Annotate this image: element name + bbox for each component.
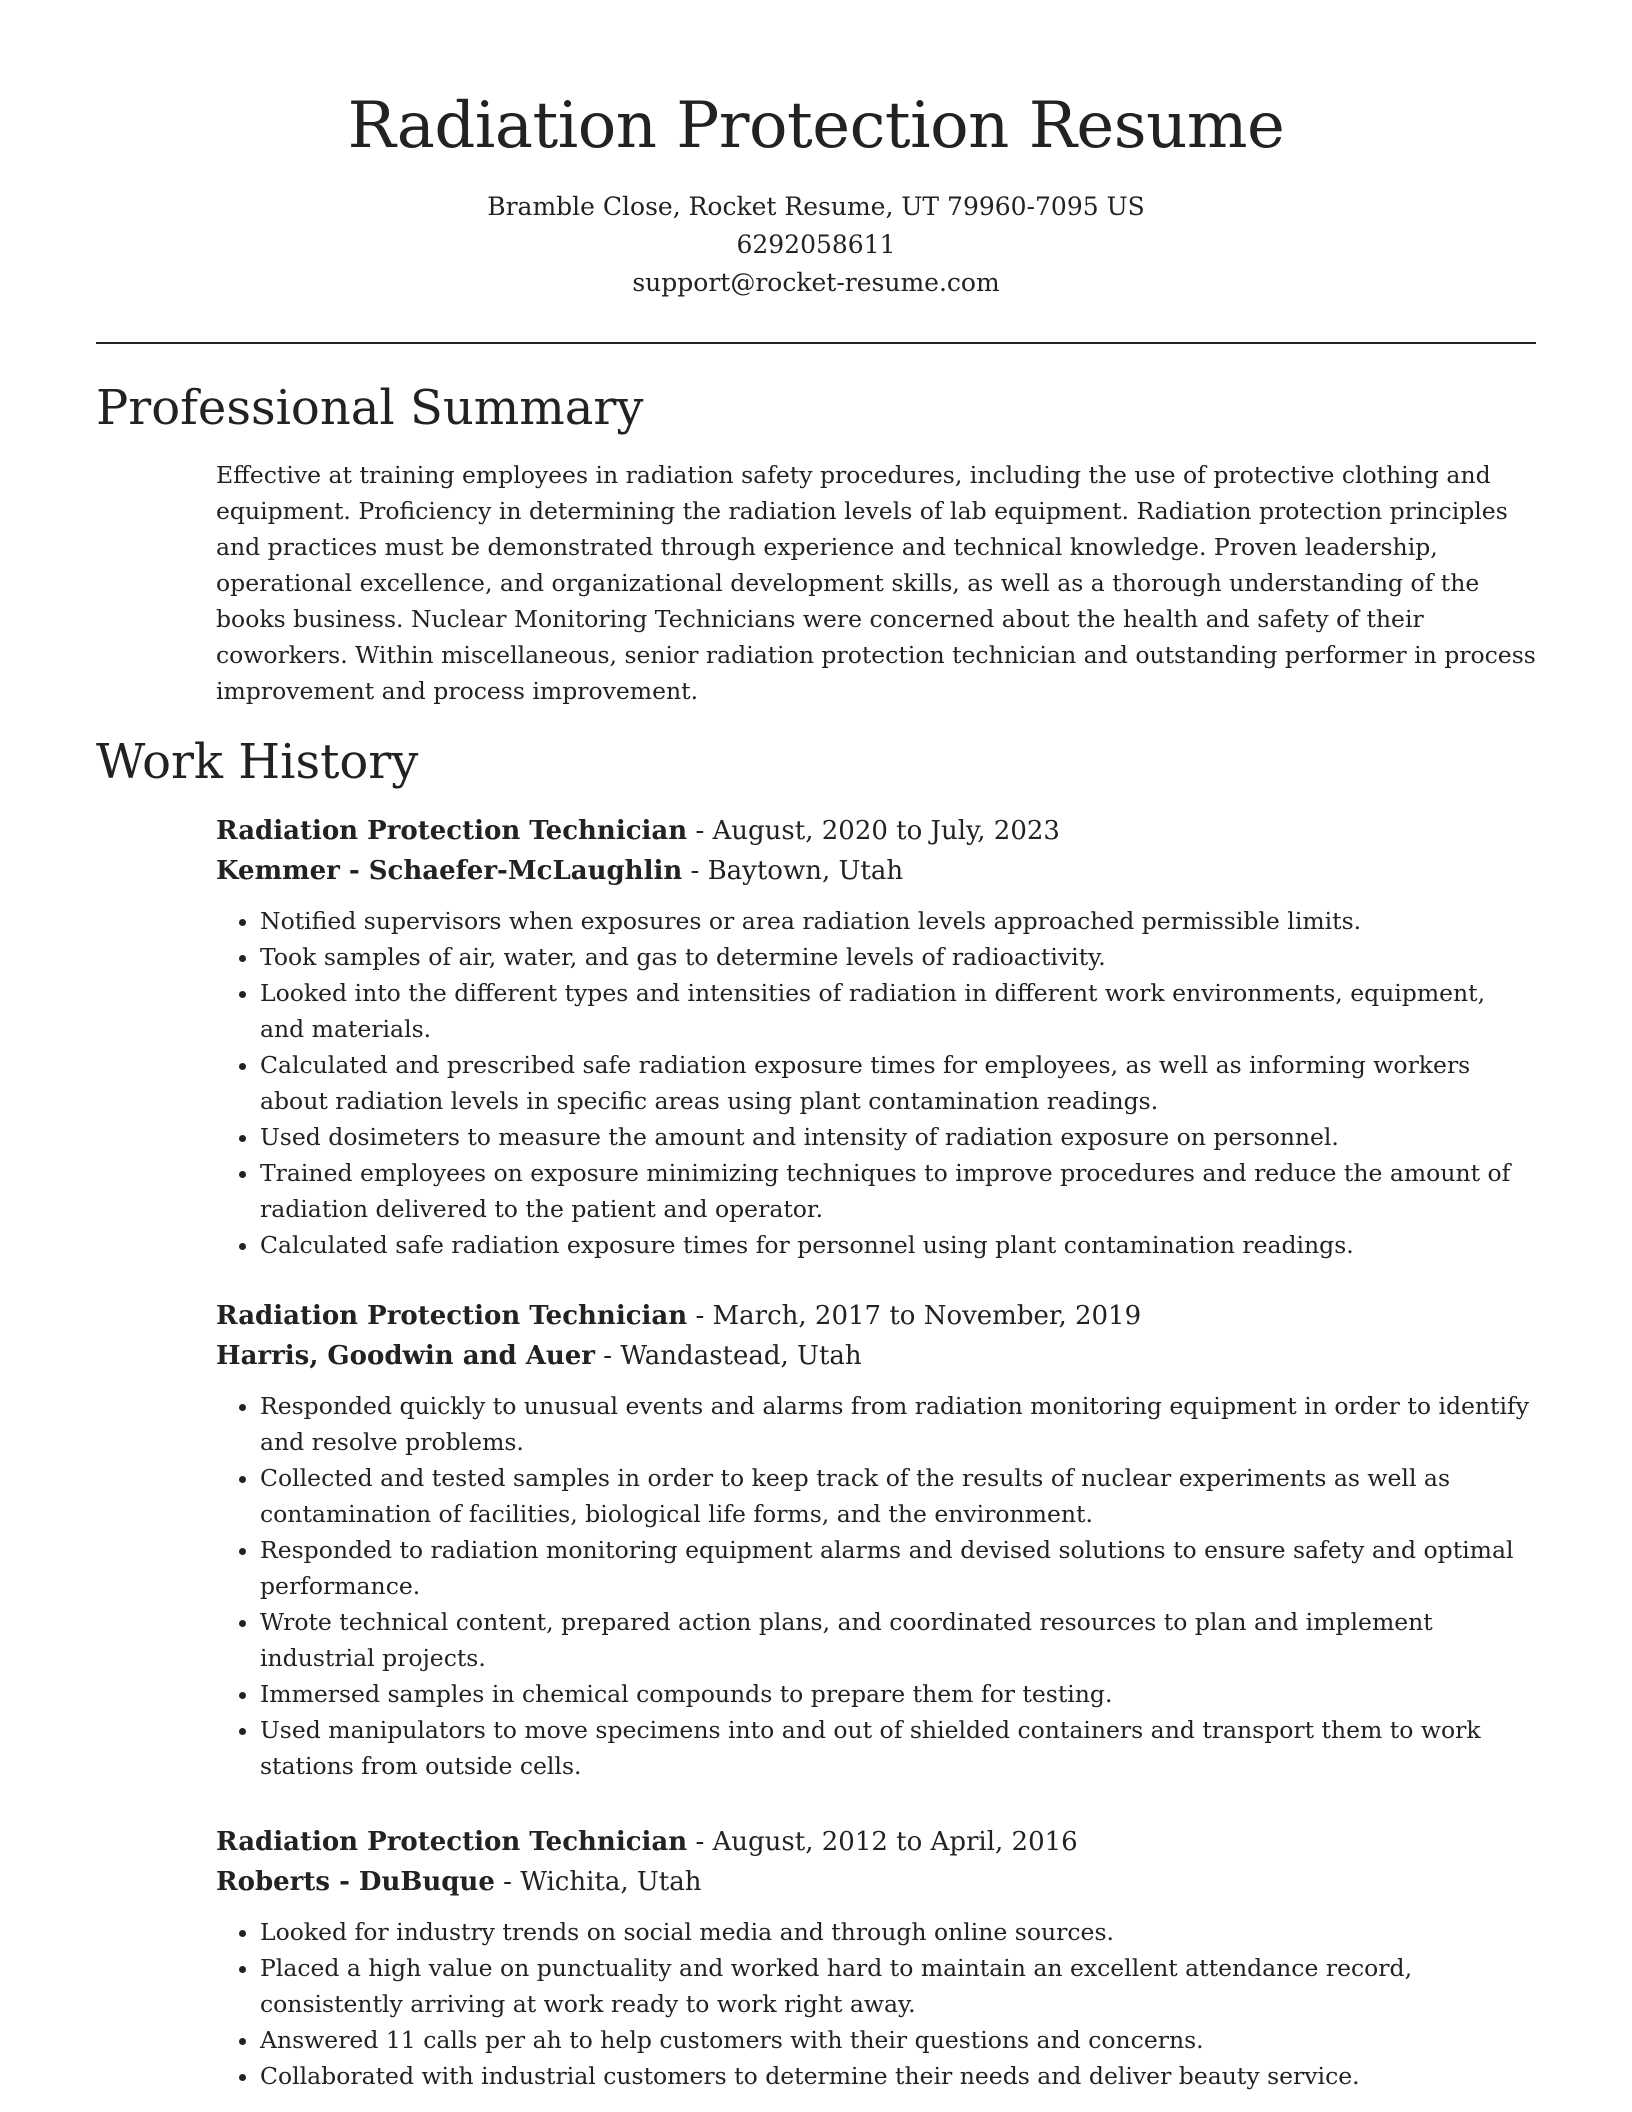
job-bullet: • Collaborated with industrial customers to determine their needs and deliver beauty service. bbox=[260, 2058, 1536, 2094]
job-bullet: • Responded quickly to unusual events and alarms from radiation monitoring equipment in order to identify and resolve problems. bbox=[260, 1388, 1536, 1460]
job-company-line bbox=[216, 1336, 1536, 1376]
job-company-line bbox=[216, 851, 1536, 891]
job-separator: - bbox=[494, 1867, 521, 1897]
job-bullet: • Took samples of air, water, and gas to determine levels of radioactivity. bbox=[260, 939, 1536, 975]
job-location: Wandastead, Utah bbox=[620, 1341, 862, 1371]
job-bullet: • Looked into the different types and intensities of radiation in different work environments, equipment, and materials. bbox=[260, 975, 1536, 1047]
summary-heading: Professional Summary bbox=[96, 380, 644, 436]
job-company: Kemmer - Schaefer-McLaughlin bbox=[216, 856, 683, 886]
job-location: Wichita, Utah bbox=[520, 1867, 702, 1897]
job-bullet: • Immersed samples in chemical compounds to prepare them for testing. bbox=[260, 1676, 1536, 1712]
contact-email: support@rocket-resume.com bbox=[632, 268, 1000, 297]
job-entry bbox=[216, 811, 1536, 1263]
contact-phone: 6292058611 bbox=[736, 230, 896, 259]
job-title-line bbox=[216, 1822, 1536, 1862]
job-bullet: • Placed a high value on punctuality and worked hard to maintain an excellent attendance record, consistently arriving at work ready to work right away. bbox=[260, 1950, 1536, 2022]
job-entry bbox=[216, 1296, 1536, 1784]
resume-name: Radiation Protection Resume bbox=[347, 89, 1285, 163]
job-company: Harris, Goodwin and Auer bbox=[216, 1341, 596, 1371]
job-separator: - bbox=[687, 816, 713, 846]
job-title: Radiation Protection Technician bbox=[216, 1827, 688, 1857]
job-title: Radiation Protection Technician bbox=[216, 1301, 688, 1331]
job-separator: - bbox=[687, 1301, 713, 1331]
job-bullets bbox=[216, 903, 1536, 1263]
job-bullet: • Trained employees on exposure minimizing techniques to improve procedures and reduce the amount of radiation delivered to the patient and operator. bbox=[260, 1155, 1536, 1227]
work-history-heading: Work History bbox=[96, 734, 419, 790]
job-company: Roberts - DuBuque bbox=[216, 1867, 495, 1897]
header-divider bbox=[96, 342, 1536, 344]
job-bullet: • Collected and tested samples in order to keep track of the results of nuclear experiments as well as contamination of facilities, biological life forms, and the environment. bbox=[260, 1460, 1536, 1532]
job-bullet: • Responded to radiation monitoring equipment alarms and devised solutions to ensure safety and optimal performance. bbox=[260, 1532, 1536, 1604]
job-separator: - bbox=[687, 1827, 713, 1857]
job-bullet: • Calculated safe radiation exposure times for personnel using plant contamination readings. bbox=[260, 1227, 1536, 1263]
job-bullet: • Used dosimeters to measure the amount and intensity of radiation exposure on personnel. bbox=[260, 1119, 1536, 1155]
job-bullet: • Answered 11 calls per ah to help customers with their questions and concerns. bbox=[260, 2022, 1536, 2058]
job-separator: - bbox=[682, 856, 708, 886]
job-bullets bbox=[216, 1914, 1536, 2094]
resume-header bbox=[0, 0, 1632, 302]
contact-address: Bramble Close, Rocket Resume, UT 79960-7095 US bbox=[487, 192, 1145, 221]
job-entry bbox=[216, 1822, 1536, 2094]
job-dates: March, 2017 to November, 2019 bbox=[712, 1301, 1142, 1331]
job-location: Baytown, Utah bbox=[707, 856, 904, 886]
job-bullet: • Looked for industry trends on social media and through online sources. bbox=[260, 1914, 1536, 1950]
job-company-line bbox=[216, 1862, 1536, 1902]
job-title-line bbox=[216, 811, 1536, 851]
summary-text: Effective at training employees in radiation safety procedures, including the use of protective clothing and equipment. Proficiency in determining the radiation levels of lab equipment. Radiation protection principles and practices must be demonstrated through experience and technical knowledge. Proven leadership, operational excellence, and organizational development skills, as well as a thorough understanding of the books business. Nuclear Monitoring Technicians were concerned about the health and safety of their coworkers. Within miscellaneous, senior radiation protection technician and outstanding performer in process improvement and process improvement. bbox=[216, 461, 1536, 705]
job-bullet: • Notified supervisors when exposures or area radiation levels approached permissible limits. bbox=[260, 903, 1536, 939]
job-bullet: • Used manipulators to move specimens into and out of shielded containers and transport them to work stations from outside cells. bbox=[260, 1712, 1536, 1784]
job-title-line bbox=[216, 1296, 1536, 1336]
job-bullet: • Calculated and prescribed safe radiation exposure times for employees, as well as informing workers about radiation levels in specific areas using plant contamination readings. bbox=[260, 1047, 1536, 1119]
job-bullets bbox=[216, 1388, 1536, 1784]
job-bullet: • Wrote technical content, prepared action plans, and coordinated resources to plan and implement industrial projects. bbox=[260, 1604, 1536, 1676]
job-separator: - bbox=[595, 1341, 621, 1371]
job-dates: August, 2012 to April, 2016 bbox=[712, 1827, 1078, 1857]
job-dates: August, 2020 to July, 2023 bbox=[712, 816, 1060, 846]
contact-info bbox=[0, 188, 1632, 302]
job-title: Radiation Protection Technician bbox=[216, 816, 688, 846]
